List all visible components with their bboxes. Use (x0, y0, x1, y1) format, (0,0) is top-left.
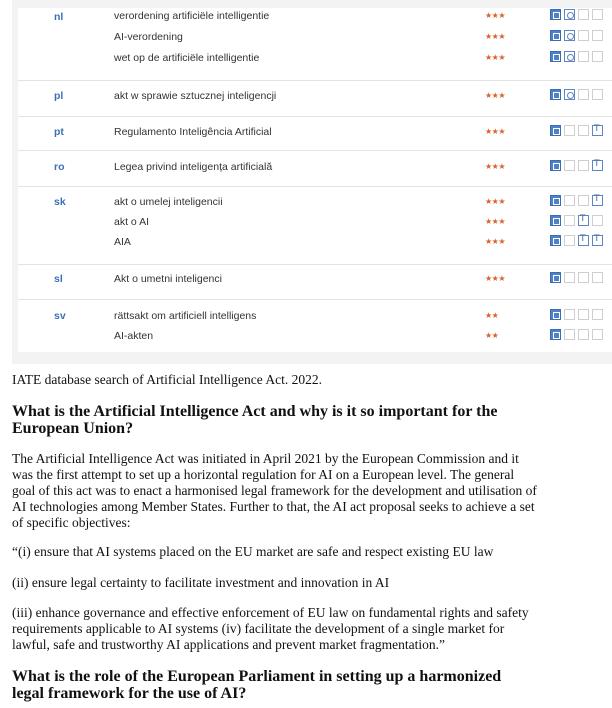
empty-slot-icon (592, 215, 603, 226)
empty-slot-icon (578, 329, 589, 340)
empty-slot-icon (578, 9, 589, 20)
term-source-icon[interactable] (578, 235, 589, 246)
iate-screenshot (12, 0, 612, 364)
reliability-stars: ★★★ (485, 237, 506, 246)
empty-slot-icon (578, 160, 589, 171)
term-row (18, 122, 612, 142)
term-icons (550, 30, 606, 44)
language-group-pt (18, 116, 612, 151)
language-group-pl (18, 80, 612, 117)
evaluation-icon[interactable] (550, 125, 561, 136)
empty-slot-icon (592, 329, 603, 340)
term-row (18, 27, 612, 47)
term-icons (550, 272, 606, 286)
term-icons (550, 329, 606, 343)
empty-slot-icon (578, 125, 589, 136)
term-source-icon[interactable] (592, 160, 603, 171)
empty-slot-icon (564, 125, 575, 136)
term-row (18, 306, 612, 326)
evaluation-icon[interactable] (550, 89, 561, 100)
empty-slot-icon (592, 89, 603, 100)
term-text[interactable]: Regulamento Inteligência Artificial (114, 126, 272, 138)
figure-caption: IATE database search of Artificial Intelligence Act. 2022. (12, 372, 323, 387)
reliability-stars: ★★★ (485, 162, 506, 171)
note-icon[interactable] (564, 51, 575, 62)
term-icons (550, 309, 606, 323)
term-text[interactable]: Legea privind inteligența artificială (114, 161, 273, 173)
language-code[interactable]: ro (54, 161, 65, 173)
language-group-nl (18, 8, 612, 81)
term-row (18, 48, 612, 68)
term-text[interactable]: AI-akten (114, 330, 154, 342)
term-row (18, 326, 612, 346)
language-group-sl (18, 264, 612, 300)
empty-slot-icon (592, 30, 603, 41)
reliability-stars: ★★★ (485, 197, 506, 206)
term-icons (550, 125, 606, 139)
term-row (18, 232, 612, 252)
language-code[interactable]: sk (54, 196, 66, 208)
term-row (18, 86, 612, 106)
language-code[interactable]: sl (54, 273, 63, 285)
language-group-sk (18, 186, 612, 265)
reliability-stars: ★★★ (485, 91, 506, 100)
empty-slot-icon (592, 309, 603, 320)
language-group-ro (18, 150, 612, 187)
reliability-stars: ★★★ (485, 127, 506, 136)
term-source-icon[interactable] (592, 195, 603, 206)
term-source-icon[interactable] (578, 215, 589, 226)
empty-slot-icon (564, 309, 575, 320)
language-code[interactable]: nl (54, 11, 64, 23)
reliability-stars: ★★ (485, 311, 499, 320)
term-row (18, 8, 612, 26)
term-row (18, 157, 612, 177)
heading-role-of-parliament: What is the role of the European Parliament in setting up a harmonized legal framework for the use of AI? (12, 668, 502, 702)
language-code[interactable]: sv (54, 310, 66, 322)
reliability-stars: ★★★ (485, 217, 506, 226)
empty-slot-icon (564, 272, 575, 283)
quote-objective-3: (iii) enhance governance and effective enforcement of EU law on fundamental rights and safety requirements applicable to AI systems (iv) facilitate the development of a single market for lawful, safe and trustworthy AI applications and prevent market fragmentation.” (12, 605, 529, 652)
evaluation-icon[interactable] (550, 329, 561, 340)
evaluation-icon[interactable] (550, 30, 561, 41)
quote-objective-2: (ii) ensure legal certainty to facilitate investment and innovation in AI (12, 575, 390, 590)
evaluation-icon[interactable] (550, 235, 561, 246)
evaluation-icon[interactable] (550, 272, 561, 283)
term-row (18, 212, 612, 232)
term-text[interactable]: rättsakt om artificiell intelligens (114, 310, 257, 322)
term-text[interactable]: akt o AI (114, 216, 150, 228)
evaluation-icon[interactable] (550, 309, 561, 320)
term-source-icon[interactable] (592, 125, 603, 136)
empty-slot-icon (578, 51, 589, 62)
term-source-icon[interactable] (592, 235, 603, 246)
empty-slot-icon (578, 195, 589, 206)
empty-slot-icon (578, 30, 589, 41)
empty-slot-icon (592, 9, 603, 20)
empty-slot-icon (564, 160, 575, 171)
term-row (18, 269, 612, 289)
iate-results-table (18, 8, 612, 352)
empty-slot-icon (578, 272, 589, 283)
empty-slot-icon (564, 195, 575, 206)
term-icons (550, 235, 606, 249)
term-text[interactable]: Akt o umetni inteligenci (114, 273, 222, 285)
empty-slot-icon (578, 309, 589, 320)
term-text[interactable]: AIA (114, 236, 131, 248)
reliability-stars: ★★★ (485, 11, 506, 20)
term-icons (550, 51, 606, 65)
term-text[interactable]: wet op de artificiële intelligentie (114, 52, 260, 64)
quote-objective-1: “(i) ensure that AI systems placed on the EU market are safe and respect existing EU law (12, 544, 494, 559)
empty-slot-icon (592, 51, 603, 62)
reliability-stars: ★★★ (485, 53, 506, 62)
reliability-stars: ★★★ (485, 32, 506, 41)
term-icons (550, 160, 606, 174)
term-text[interactable]: akt w sprawie sztucznej inteligencji (114, 90, 277, 102)
evaluation-icon[interactable] (550, 51, 561, 62)
note-icon[interactable] (564, 9, 575, 20)
evaluation-icon[interactable] (550, 9, 561, 20)
language-code[interactable]: pt (54, 126, 64, 138)
empty-slot-icon (592, 272, 603, 283)
evaluation-icon[interactable] (550, 195, 561, 206)
empty-slot-icon (564, 329, 575, 340)
paragraph-intro: The Artificial Intelligence Act was initiated in April 2021 by the European Commission and it was the first attempt to set up a horizontal regulation for AI on a European level. The general goal of this act was to enact a harmonised legal framework for the development and utilisation of AI technologies among Member States. Further to that, the AI act proposal seeks to achieve a set of specific objectives: (12, 451, 537, 530)
language-code[interactable]: pl (54, 90, 64, 102)
term-row (18, 192, 612, 212)
empty-slot-icon (564, 215, 575, 226)
evaluation-icon[interactable] (550, 215, 561, 226)
evaluation-icon[interactable] (550, 160, 561, 171)
empty-slot-icon (578, 89, 589, 100)
term-icons (550, 215, 606, 229)
term-icons (550, 195, 606, 209)
note-icon[interactable] (564, 89, 575, 100)
term-text[interactable]: akt o umelej inteligencii (114, 196, 223, 208)
language-group-sv (18, 299, 612, 352)
reliability-stars: ★★★ (485, 274, 506, 283)
term-text[interactable]: verordening artificiële intelligentie (114, 10, 270, 22)
note-icon[interactable] (564, 30, 575, 41)
term-text[interactable]: AI-verordening (114, 31, 183, 43)
term-icons (550, 9, 606, 23)
heading-what-is-ai-act: What is the Artificial Intelligence Act and why is it so important for the European Union? (12, 403, 498, 437)
empty-slot-icon (564, 235, 575, 246)
reliability-stars: ★★ (485, 331, 499, 340)
term-icons (550, 89, 606, 103)
